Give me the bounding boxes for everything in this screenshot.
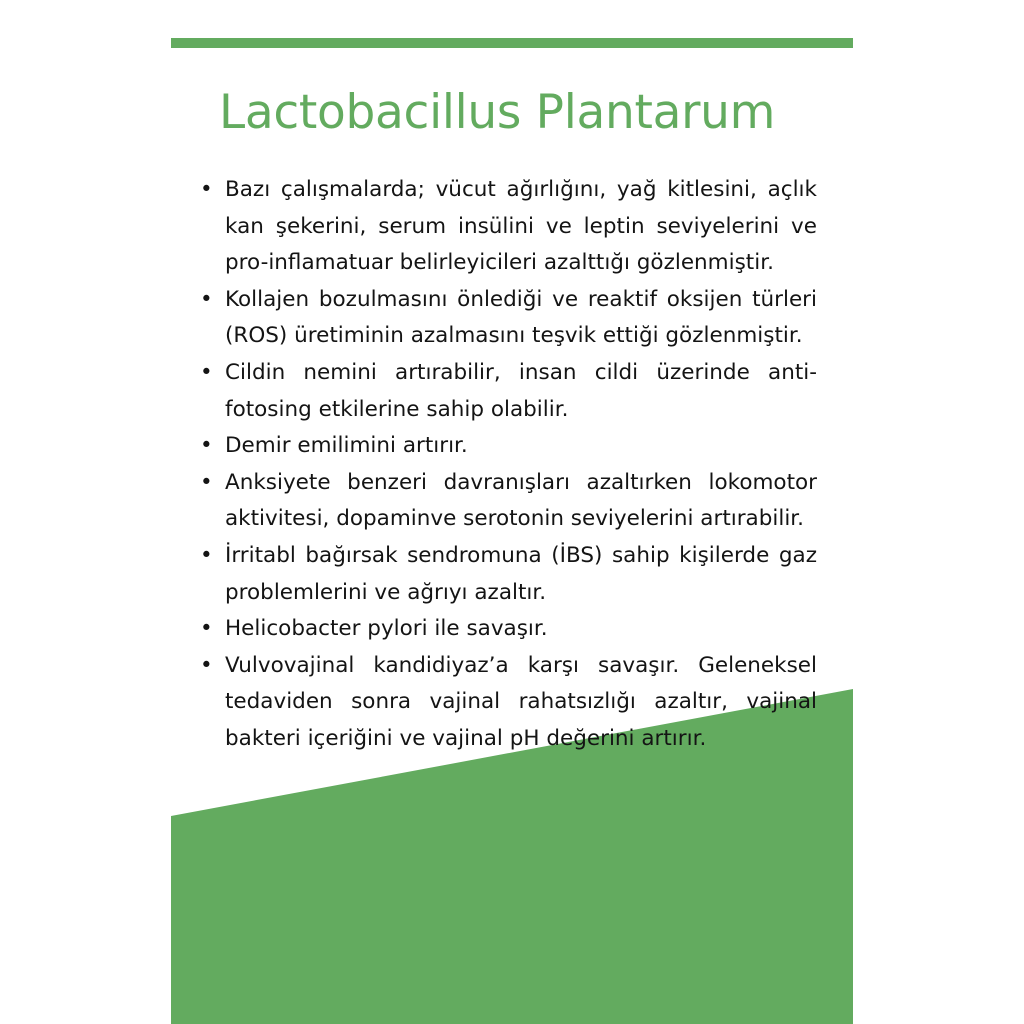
list-item-text: İrritabl bağırsak sendromuna (İBS) sahip kişilerde gaz problemlerini ve ağrıyı azaltır. — [225, 542, 817, 605]
list-item-text: Helicobacter pylori ile savaşır. — [225, 616, 548, 642]
list-item — [199, 282, 817, 355]
list-item-text: Vulvovajinal kandidiyaz’a karşı savaşır. Geleneksel tedaviden sonra vajinal rahatsızlığı azaltır, vajinal bakteri içeriğini ve vajinal pH değerini artırır. — [225, 652, 817, 751]
list-item — [199, 538, 817, 611]
list-item — [199, 172, 817, 282]
info-card — [171, 38, 853, 1024]
bullet-icon: • — [200, 177, 213, 202]
page-title: Lactobacillus Plantarum — [219, 85, 776, 140]
list-item — [199, 355, 817, 428]
list-item-text: Demir emilimini artırır. — [225, 433, 468, 459]
bullet-icon: • — [200, 469, 213, 495]
top-accent-bar — [171, 38, 853, 48]
list-item-text: Kollajen bozulmasını önlediği ve reaktif oksijen türleri (ROS) üretiminin azalmasını teşvik ettiği gözlenmiştir. — [225, 286, 817, 349]
list-item-text: Cildin nemini artırabilir, insan cildi üzerinde anti-fotosing etkilerine sahip olabilir. — [225, 359, 817, 422]
list-item-text: Anksiyete benzeri davranışları azaltırken lokomotor aktivitesi, dopaminve serotonin seviyelerini artırabilir. — [225, 469, 817, 532]
list-item — [199, 428, 817, 465]
benefits-list — [199, 172, 817, 758]
bullet-icon: • — [200, 652, 213, 678]
list-item — [199, 648, 817, 758]
list-item — [199, 611, 817, 648]
bullet-icon: • — [200, 616, 213, 642]
bullet-icon: • — [200, 433, 213, 459]
list-item-text: Bazı çalışmalarda; vücut ağırlığını, yağ kitlesini, açlık kan şekerini, serum insülini ve leptin seviyelerini ve pro-inflamatuar belirleyicileri azalttığı gözlenmiştir. — [225, 177, 817, 276]
list-item — [199, 465, 817, 538]
bullet-icon: • — [200, 542, 213, 568]
bullet-icon: • — [200, 286, 213, 312]
bullet-icon: • — [200, 359, 213, 385]
